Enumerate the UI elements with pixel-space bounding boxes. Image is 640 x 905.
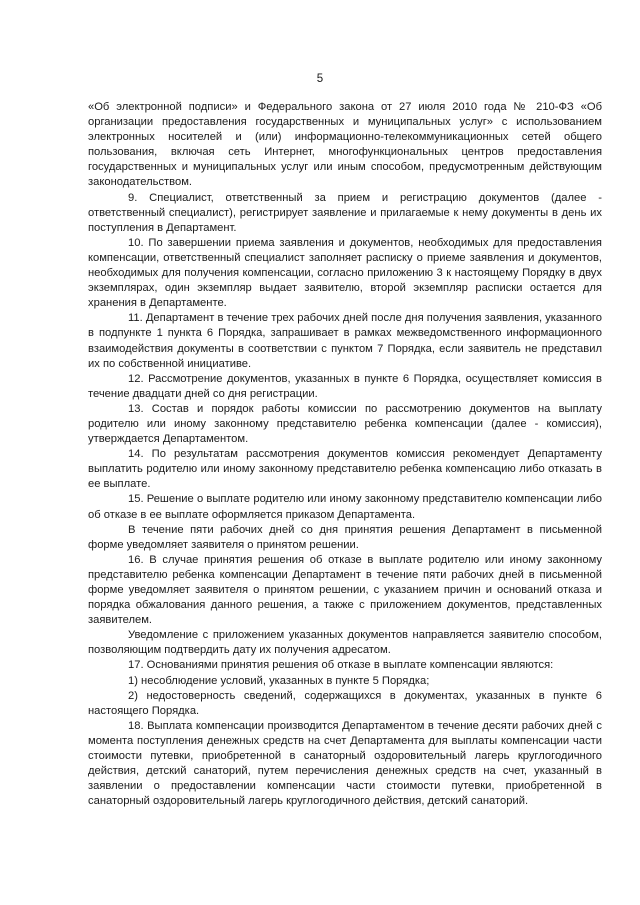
paragraph-item-14: 14. По результатам рассмотрения документов комиссия рекомендует Департаменту выплатить родителю или иному законному представителю ребенка компенсацию либо отказать в ее выплате. [88,448,602,491]
paragraph-item-13: 13. Состав и порядок работы комиссии по рассмотрению документов на выплату родителю или иному законному представителю ребенка компенсации (далее - комиссия), утверждается Департаментом. [88,402,602,446]
paragraph-item-17: 17. Основаниями принятия решения об отказе в выплате компенсации являются: [128,659,554,672]
paragraph-item-16: 16. В случае принятия решения об отказе в выплате родителю или иному законному представителю ребенка компенсации Департамент в течение пяти рабочих дней в письменной форме уведомляет заявителя о принятом решении, с указанием причин и оснований отказа и порядка обжалования данного решения, а также с приложением документов, представленных заявителем. [88,553,602,627]
paragraph-item-18: 18. Выплата компенсации производится Департаментом в течение десяти рабочих дней с момента поступления денежных средств на счет Департамента для выплаты компенсации части стоимости путевки, приобретенной в санаторный оздоровительный лагерь круглогодичного действия, детский санаторий, путем перечисления денежных средств на счет, указанный в заявлении о предоставлении компенсации части стоимости путевки, приобретенной в санаторный оздоровительный лагерь круглогодичного действия, детский санаторий. [88,719,602,808]
paragraph-item-17-subitem-2: 2) недостоверность сведений, содержащихся в документах, указанных в пункте 6 настоящего Порядка. [88,689,602,717]
paragraph-item-15: 15. Решение о выплате родителю или иному законному представителю компенсации либо об отказе в ее выплате оформляется приказом Департамента. [88,493,602,521]
paragraph-item-11: 11. Департамент в течение трех рабочих дней после дня получения заявления, указанного в подпункте 1 пункта 6 Порядка, запрашивает в рамках межведомственного информационного взаимодействия документы в соответствии с пунктом 7 Порядка, если заявитель не представил их по собственной инициативе. [88,312,602,370]
paragraph-continuation: «Об электронной подписи» и Федерального закона от 27 июля 2010 года № 210-ФЗ «Об организации предоставления государственных и муниципальных услуг» с использованием электронных носителей и (или) информационно-телекоммуникационных сетей общего пользования, включая сеть Интернет, многофункциональных центров предоставления государственных и муниципальных услуг или иным способом, предусмотренным действующим законодательством. [88,101,602,189]
document-body [88,100,602,809]
paragraph-item-17-subitem-1: 1) несоблюдение условий, указанных в пункте 5 Порядка; [128,674,430,687]
paragraph-item-10: 10. По завершении приема заявления и документов, необходимых для предоставления компенсации, ответственный специалист заполняет расписку о приеме заявления и документов, необходимых для получения компенсации, согласно приложению 3 к настоящему Порядку в двух экземплярах, один экземпляр выдает заявителю, второй экземпляр расписки остается для хранения в Департаменте. [88,236,602,310]
paragraph-item-16-notice: Уведомление с приложением указанных документов направляется заявителю способом, позволяющим подтвердить дату их получения адресатом. [88,629,602,657]
paragraph-item-12: 12. Рассмотрение документов, указанных в пункте 6 Порядка, осуществляет комиссия в течение двадцати дней со дня регистрации. [88,372,602,400]
paragraph-item-15-notice: В течение пяти рабочих дней со дня принятия решения Департамент в письменной форме уведомляет заявителя о принятом решении. [88,523,602,551]
page-number: 5 [316,73,324,85]
paragraph-item-9: 9. Специалист, ответственный за прием и регистрацию документов (далее - ответственный специалист), регистрирует заявление и прилагаемые к нему документы в день их поступления в Департамент. [88,191,602,234]
